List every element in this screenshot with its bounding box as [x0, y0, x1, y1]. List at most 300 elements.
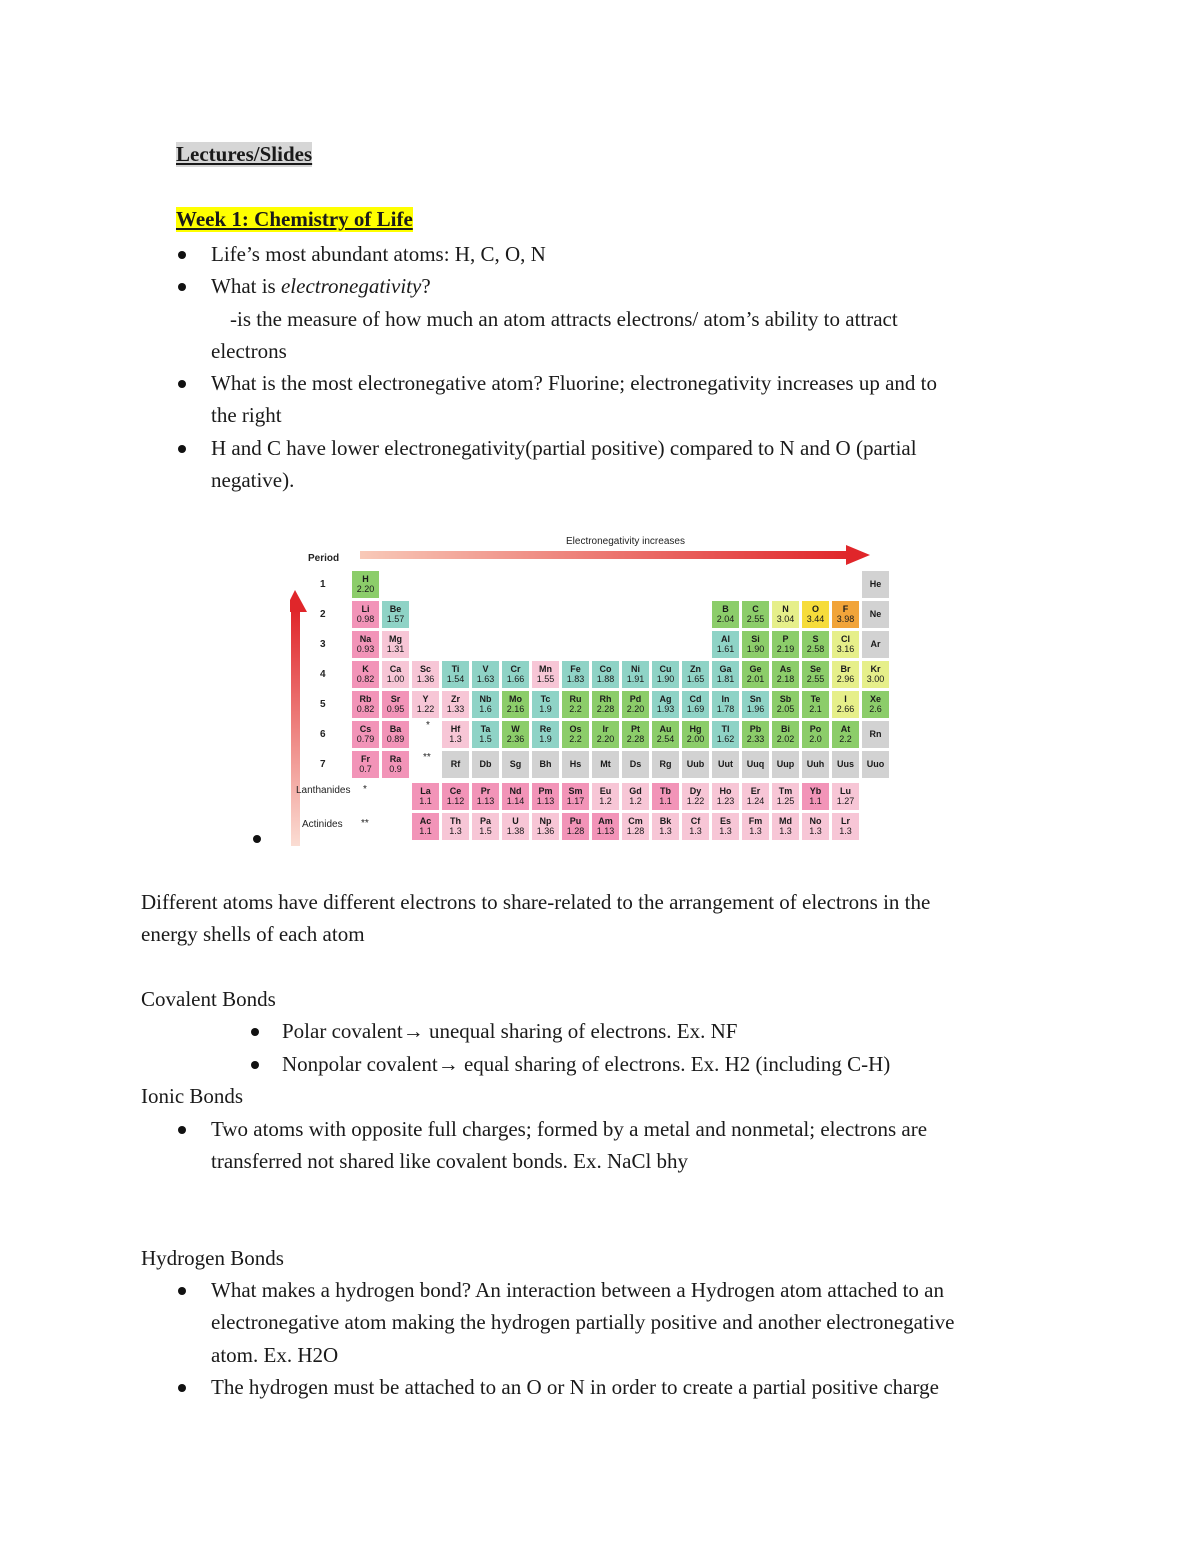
element-ho: [712, 783, 739, 810]
bullet-hydrogen-attached: The hydrogen must be attached to an O or N in order to create a partial positive charge: [211, 1375, 939, 1399]
element-sn: [742, 691, 769, 718]
element-fm: [742, 813, 769, 840]
element-symbol: Co: [599, 664, 612, 674]
electronegativity-value: 1.6: [479, 704, 492, 714]
bullet-ionic-cont: transferred not shared like covalent bonds. Ex. NaCl bhy: [211, 1149, 689, 1173]
element-mo: [502, 691, 529, 718]
element-sc: [412, 661, 439, 688]
electronegativity-value: 1.3: [689, 826, 702, 836]
element-ra: [382, 751, 409, 778]
element-tb: [652, 783, 679, 810]
electronegativity-value: 1.91: [626, 674, 645, 684]
element-symbol: Na: [359, 634, 372, 644]
element-tl: [712, 721, 739, 748]
element-pd: [622, 691, 649, 718]
element-symbol: Ru: [569, 694, 582, 704]
element-symbol: Ne: [869, 609, 882, 619]
electronegativity-value: 2.01: [746, 674, 765, 684]
element-hf: [442, 721, 469, 748]
electronegativity-value: 1.69: [686, 704, 705, 714]
element-uup: [772, 751, 799, 778]
paragraph-electrons-line1: Different atoms have different electrons to share-related to the arrangement of electrons in the: [141, 890, 931, 914]
bullet-dot: [251, 1061, 259, 1069]
element-symbol: Pr: [480, 786, 491, 796]
element-bi: [772, 721, 799, 748]
element-po: [802, 721, 829, 748]
element-symbol: In: [721, 694, 730, 704]
electronegativity-value: 2.33: [746, 734, 765, 744]
element-symbol: Rg: [659, 759, 672, 769]
element-symbol: Y: [422, 694, 429, 704]
electronegativity-value: 0.95: [386, 704, 405, 714]
electronegativity-value: 0.7: [359, 764, 372, 774]
element-symbol: Cr: [510, 664, 521, 674]
vertical-arrow-head: [290, 590, 307, 612]
element-np: [532, 813, 559, 840]
element-c: [742, 601, 769, 628]
element-ne: [862, 601, 889, 628]
electronegativity-value: 1.23: [716, 796, 735, 806]
electronegativity-value: 1.63: [476, 674, 495, 684]
element-symbol: Ga: [719, 664, 732, 674]
element-sm: [562, 783, 589, 810]
element-sg: [502, 751, 529, 778]
horizontal-arrow-shaft: [360, 551, 850, 559]
electronegativity-definition-cont: electrons: [211, 339, 287, 363]
period-number: 4: [320, 669, 326, 680]
element-symbol: Bh: [539, 759, 552, 769]
electronegativity-value: 1.14: [506, 796, 525, 806]
electronegativity-value: 1.3: [779, 826, 792, 836]
element-symbol: Te: [810, 694, 821, 704]
element-symbol: Fr: [361, 754, 370, 764]
actinide-marker: **: [361, 818, 369, 829]
periodic-table-figure: [290, 528, 900, 846]
element-ta: [472, 721, 499, 748]
element-hg: [682, 721, 709, 748]
element-os: [562, 721, 589, 748]
electronegativity-value: 2.18: [776, 674, 795, 684]
electronegativity-value: 0.9: [389, 764, 402, 774]
element-symbol: Lu: [840, 786, 851, 796]
element-eu: [592, 783, 619, 810]
element-cr: [502, 661, 529, 688]
electronegativity-value: 3.00: [866, 674, 885, 684]
element-fe: [562, 661, 589, 688]
element-cm: [622, 813, 649, 840]
electronegativity-value: 2.28: [626, 734, 645, 744]
element-symbol: Cf: [690, 816, 701, 826]
element-pt: [622, 721, 649, 748]
element-pr: [472, 783, 499, 810]
element-symbol: Kr: [870, 664, 881, 674]
electronegativity-value: 1.31: [386, 644, 405, 654]
electronegativity-value: 1.3: [449, 734, 462, 744]
element-symbol: Ag: [659, 694, 672, 704]
element-symbol: W: [511, 724, 520, 734]
element-cl: [832, 631, 859, 658]
element-symbol: Tb: [660, 786, 671, 796]
electronegativity-value: 1.36: [536, 826, 555, 836]
electronegativity-value: 1.3: [719, 826, 732, 836]
electronegativity-value: 1.28: [626, 826, 645, 836]
element-symbol: Cm: [628, 816, 643, 826]
element-mn: [532, 661, 559, 688]
element-symbol: Ir: [602, 724, 609, 734]
electronegativity-value: 1.3: [809, 826, 822, 836]
element-bk: [652, 813, 679, 840]
element-symbol: Mo: [509, 694, 522, 704]
electronegativity-value: 1.00: [386, 674, 405, 684]
element-symbol: Mn: [539, 664, 552, 674]
electronegativity-value: 2.02: [776, 734, 795, 744]
element-symbol: Sn: [749, 694, 762, 704]
element-symbol: Fm: [748, 816, 763, 826]
element-symbol: U: [512, 816, 519, 826]
element-symbol: Ba: [389, 724, 402, 734]
element-symbol: Be: [389, 604, 402, 614]
electronegativity-value: 1.57: [386, 614, 405, 624]
element-symbol: Uus: [836, 759, 854, 769]
element-yb: [802, 783, 829, 810]
element-ds: [622, 751, 649, 778]
element-symbol: Th: [450, 816, 461, 826]
bullet-hydrogen-bond: What makes a hydrogen bond? An interaction between a Hydrogen atom attached to an: [211, 1278, 944, 1302]
element-ti: [442, 661, 469, 688]
element-symbol: Ta: [480, 724, 491, 734]
lanthanides-label: Lanthanides: [296, 785, 351, 796]
element-symbol: Au: [659, 724, 672, 734]
electronegativity-value: 1.88: [596, 674, 615, 684]
electronegativity-value: 1.13: [596, 826, 615, 836]
period-number: 7: [320, 759, 326, 770]
element-re: [532, 721, 559, 748]
element-ag: [652, 691, 679, 718]
element-al: [712, 631, 739, 658]
element-xe: [862, 691, 889, 718]
element-symbol: Pm: [538, 786, 553, 796]
bullet-dot: [178, 1126, 186, 1134]
element-ir: [592, 721, 619, 748]
element-br: [832, 661, 859, 688]
electronegativity-value: 2.55: [806, 674, 825, 684]
element-symbol: Os: [569, 724, 582, 734]
element-mt: [592, 751, 619, 778]
element-ar: [862, 631, 889, 658]
week-heading: Week 1: Chemistry of Life: [176, 207, 413, 231]
element-he: [862, 571, 889, 598]
element-n: [772, 601, 799, 628]
element-symbol: Li: [361, 604, 370, 614]
element-symbol: Sr: [390, 694, 401, 704]
bullet-dot: [178, 251, 186, 259]
electronegativity-value: 2.2: [569, 734, 582, 744]
element-lr: [832, 813, 859, 840]
element-ga: [712, 661, 739, 688]
element-symbol: Db: [479, 759, 492, 769]
element-symbol: V: [482, 664, 489, 674]
element-symbol: Dy: [689, 786, 702, 796]
electronegativity-value: 3.44: [806, 614, 825, 624]
electronegativity-value: 2.16: [506, 704, 525, 714]
electronegativity-value: 1.13: [536, 796, 555, 806]
element-symbol: Re: [539, 724, 552, 734]
electronegativity-value: 1.24: [746, 796, 765, 806]
element-symbol: Np: [539, 816, 552, 826]
electronegativity-value: 1.65: [686, 674, 705, 684]
element-cs: [352, 721, 379, 748]
element-pa: [472, 813, 499, 840]
electronegativity-value: 1.27: [836, 796, 855, 806]
element-li: [352, 601, 379, 628]
element-symbol: Cu: [659, 664, 672, 674]
electronegativity-value: 2.0: [809, 734, 822, 744]
element-symbol: Cl: [841, 634, 850, 644]
electronegativity-value: 0.98: [356, 614, 375, 624]
element-h: [352, 571, 379, 598]
element-rh: [592, 691, 619, 718]
period-label: Period: [308, 553, 340, 564]
element-symbol: I: [844, 694, 847, 704]
element-er: [742, 783, 769, 810]
element-b: [712, 601, 739, 628]
electronegativity-value: 1.62: [716, 734, 735, 744]
electronegativity-value: 2.54: [656, 734, 675, 744]
electronegativity-value: 1.1: [809, 796, 822, 806]
element-pb: [742, 721, 769, 748]
element-es: [712, 813, 739, 840]
electronegativity-value: 1.61: [716, 644, 735, 654]
electronegativity-value: 2.2: [839, 734, 852, 744]
element-cu: [652, 661, 679, 688]
electronegativity-value: 1.96: [746, 704, 765, 714]
row6-marker: *: [426, 720, 430, 731]
element-gd: [622, 783, 649, 810]
element-k: [352, 661, 379, 688]
element-y: [412, 691, 439, 718]
electronegativity-value: 2.96: [836, 674, 855, 684]
element-symbol: Ho: [719, 786, 732, 796]
electronegativity-value: 1.2: [629, 796, 642, 806]
element-symbol: Se: [809, 664, 821, 674]
hydrogen-heading: Hydrogen Bonds: [141, 1246, 284, 1270]
section-heading: Lectures/Slides: [176, 142, 313, 166]
element-symbol: Uuh: [806, 759, 825, 769]
element-rb: [352, 691, 379, 718]
electronegativity-value: 1.38: [506, 826, 525, 836]
electronegativity-value: 3.16: [836, 644, 855, 654]
element-w: [502, 721, 529, 748]
bullet-dot: [178, 283, 186, 291]
element-be: [382, 601, 409, 628]
element-rg: [652, 751, 679, 778]
element-sb: [772, 691, 799, 718]
electronegativity-value: 1.54: [446, 674, 465, 684]
electronegativity-value: 1.55: [536, 674, 555, 684]
element-symbol: Br: [840, 664, 851, 674]
element-uus: [832, 751, 859, 778]
vertical-arrow-shaft: [291, 610, 300, 846]
bullet-dot: [253, 835, 261, 843]
element-symbol: Tl: [721, 724, 730, 734]
electronegativity-value: 0.89: [386, 734, 405, 744]
element-rf: [442, 751, 469, 778]
element-symbol: B: [722, 604, 729, 614]
element-symbol: Am: [598, 816, 613, 826]
element-symbol: Er: [750, 786, 761, 796]
element-symbol: Mg: [389, 634, 402, 644]
element-symbol: Po: [809, 724, 822, 734]
element-symbol: Rb: [359, 694, 372, 704]
element-symbol: As: [779, 664, 792, 674]
electronegativity-value: 1.5: [479, 826, 492, 836]
element-symbol: Rn: [869, 729, 882, 739]
electronegativity-value: 1.90: [656, 674, 675, 684]
element-tm: [772, 783, 799, 810]
element-in: [712, 691, 739, 718]
element-symbol: Yb: [809, 786, 822, 796]
element-symbol: Al: [721, 634, 730, 644]
electronegativity-value: 1.2: [599, 796, 612, 806]
electronegativity-value: 1.78: [716, 704, 735, 714]
period-number: 2: [320, 609, 326, 620]
element-la: [412, 783, 439, 810]
element-kr: [862, 661, 889, 688]
period-number: 5: [320, 699, 326, 710]
element-i: [832, 691, 859, 718]
element-symbol: P: [782, 634, 789, 644]
ionic-heading: Ionic Bonds: [141, 1084, 244, 1108]
electronegativity-value: 1.9: [539, 734, 552, 744]
element-s: [802, 631, 829, 658]
element-as: [772, 661, 799, 688]
element-symbol: Ar: [870, 639, 881, 649]
electronegativity-value: 2.04: [716, 614, 735, 624]
element-symbol: Ra: [389, 754, 402, 764]
element-no: [802, 813, 829, 840]
bullet-hydrogen-bond-cont2: atom. Ex. H2O: [211, 1343, 339, 1367]
electronegativity-value: 0.93: [356, 644, 375, 654]
element-symbol: Bi: [781, 724, 790, 734]
lanthanide-marker: *: [363, 784, 367, 795]
element-symbol: No: [809, 816, 822, 826]
bullet-dot: [178, 1287, 186, 1295]
period-number: 1: [320, 579, 326, 590]
element-hs: [562, 751, 589, 778]
element-cd: [682, 691, 709, 718]
bullet-ionic: Two atoms with opposite full charges; formed by a metal and nonmetal; electrons are: [211, 1117, 928, 1141]
element-symbol: Zr: [451, 694, 460, 704]
electronegativity-value: 1.28: [566, 826, 585, 836]
element-cf: [682, 813, 709, 840]
bullet-electronegativity-question: What is electronegativity?: [211, 274, 431, 298]
element-symbol: Nd: [509, 786, 522, 796]
electronegativity-value: 2.36: [506, 734, 525, 744]
bullet-hydrogen-bond-cont1: electronegative atom making the hydrogen partially positive and another electronegative: [211, 1310, 955, 1334]
electronegativity-value: 1.1: [419, 826, 432, 836]
element-db: [472, 751, 499, 778]
element-symbol: Rh: [599, 694, 612, 704]
element-te: [802, 691, 829, 718]
element-symbol: Ac: [419, 816, 432, 826]
element-bh: [532, 751, 559, 778]
element-zn: [682, 661, 709, 688]
element-symbol: Hg: [689, 724, 702, 734]
electronegativity-value: 0.82: [356, 674, 375, 684]
period-number: 6: [320, 729, 326, 740]
electronegativity-value: 2.20: [596, 734, 615, 744]
element-symbol: N: [782, 604, 789, 614]
element-symbol: Tm: [778, 786, 793, 796]
element-symbol: Gd: [629, 786, 642, 796]
electronegativity-value: 1.3: [839, 826, 852, 836]
element-symbol: Sb: [779, 694, 792, 704]
electronegativity-value: 2.20: [626, 704, 645, 714]
electronegativity-value: 1.12: [446, 796, 465, 806]
element-v: [472, 661, 499, 688]
element-fr: [352, 751, 379, 778]
element-symbol: Bk: [659, 816, 672, 826]
electronegativity-value: 1.93: [656, 704, 675, 714]
bullet-dot: [251, 1028, 259, 1036]
element-na: [352, 631, 379, 658]
electronegativity-value: 2.58: [806, 644, 825, 654]
element-ru: [562, 691, 589, 718]
element-am: [592, 813, 619, 840]
element-symbol: Ds: [629, 759, 642, 769]
element-ce: [442, 783, 469, 810]
electronegativity-value: 2.28: [596, 704, 615, 714]
element-pm: [532, 783, 559, 810]
element-mg: [382, 631, 409, 658]
element-nb: [472, 691, 499, 718]
electronegativity-value: 1.81: [716, 674, 735, 684]
element-symbol: Uup: [776, 759, 795, 769]
element-o: [802, 601, 829, 628]
bullet-dot: [178, 1384, 186, 1392]
element-ge: [742, 661, 769, 688]
element-symbol: Uuo: [866, 759, 885, 769]
bullet-h-and-c: H and C have lower electronegativity(partial positive) compared to N and O (partial: [211, 436, 917, 460]
horizontal-arrow-head: [846, 545, 870, 565]
element-ba: [382, 721, 409, 748]
covalent-heading: Covalent Bonds: [141, 987, 276, 1011]
element-uuh: [802, 751, 829, 778]
bullet-polar-covalent: Polar covalent→ unequal sharing of electrons. Ex. NF: [282, 1019, 738, 1043]
element-symbol: S: [812, 634, 819, 644]
element-symbol: Es: [719, 816, 731, 826]
electronegativity-value: 2.55: [746, 614, 765, 624]
element-symbol: Sc: [419, 664, 431, 674]
electronegativity-value: 2.00: [686, 734, 705, 744]
electronegativity-value: 1.3: [659, 826, 672, 836]
element-co: [592, 661, 619, 688]
arrow-label: Electronegativity increases: [566, 536, 685, 547]
element-at: [832, 721, 859, 748]
element-symbol: Pt: [631, 724, 640, 734]
element-symbol: O: [811, 604, 819, 614]
electronegativity-value: 1.13: [476, 796, 495, 806]
period-number: 3: [320, 639, 326, 650]
element-au: [652, 721, 679, 748]
element-symbol: Nb: [479, 694, 492, 704]
element-tc: [532, 691, 559, 718]
electronegativity-value: 2.66: [836, 704, 855, 714]
element-ni: [622, 661, 649, 688]
element-symbol: La: [420, 786, 431, 796]
element-pu: [562, 813, 589, 840]
element-f: [832, 601, 859, 628]
